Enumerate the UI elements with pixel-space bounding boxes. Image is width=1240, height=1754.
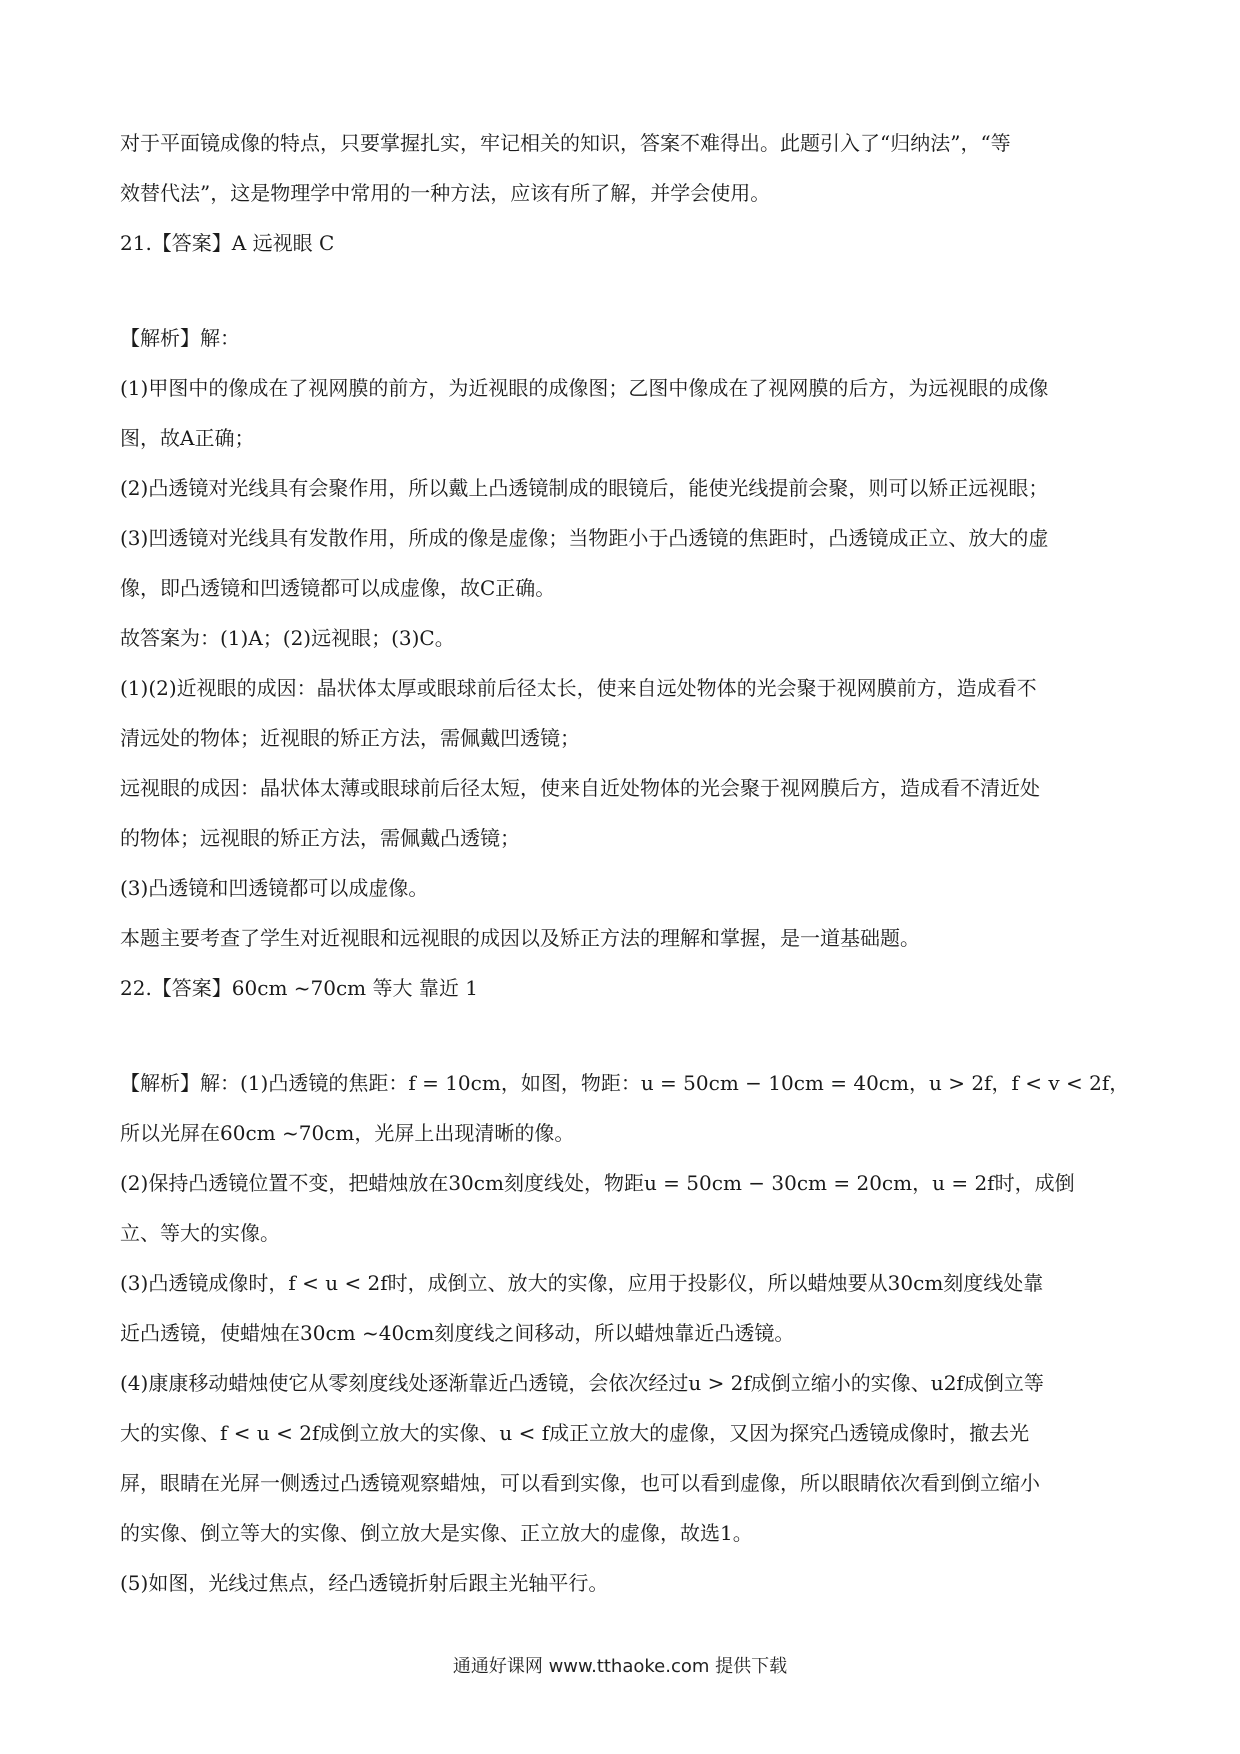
text-line: (1)甲图中的像成在了视网膜的前方，为近视眼的成像图；乙图中像成在了视网膜的后方，为远视眼的成像 <box>120 376 1049 400</box>
text-line: (2)保持凸透镜位置不变，把蜡烛放在30cm刻度线处，物距u = 50cm − 30cm = 20cm，u = 2f时，成倒 <box>120 1171 1075 1195</box>
text-line: (4)康康移动蜡烛使它从零刻度线处逐渐靠近凸透镜，会依次经过u > 2f成倒立缩小的实像、u2f成倒立等 <box>120 1371 1044 1395</box>
text-line: 对于平面镜成像的特点，只要掌握扎实，牢记相关的知识，答案不难得出。此题引入了“归纳法”，“等 <box>120 131 1011 155</box>
text-line: (5)如图，光线过焦点，经凸透镜折射后跟主光轴平行。 <box>120 1571 609 1595</box>
text-line: (3)凸透镜成像时，f < u < 2f时，成倒立、放大的实像，应用于投影仪，所以蜡烛要从30cm刻度线处靠 <box>120 1271 1044 1295</box>
text-line: 立、等大的实像。 <box>120 1221 280 1245</box>
text-line: 图，故A正确； <box>120 426 255 450</box>
answer-21: 21.【答案】A 远视眼 C <box>120 231 335 255</box>
text-line: 屏，眼睛在光屏一侧透过凸透镜观察蜡烛，可以看到实像，也可以看到虚像，所以眼睛依次看到倒立缩小 <box>120 1471 1040 1495</box>
text-line: 清远处的物体；近视眼的矫正方法，需佩戴凹透镜； <box>120 726 580 750</box>
page-footer: 通通好课网 www.tthaoke.com 提供下载 <box>452 1656 788 1677</box>
text-line: 效替代法”，这是物理学中常用的一种方法，应该有所了解，并学会使用。 <box>120 181 771 205</box>
text-line: 近凸透镜，使蜡烛在30cm ~40cm刻度线之间移动，所以蜡烛靠近凸透镜。 <box>120 1321 795 1345</box>
text-line: 本题主要考查了学生对近视眼和远视眼的成因以及矫正方法的理解和掌握，是一道基础题。 <box>120 926 920 950</box>
text-line: 大的实像、f < u < 2f成倒立放大的实像、u < f成正立放大的虚像，又因为探究凸透镜成像时，撤去光 <box>120 1421 1030 1445</box>
text-line: (2)凸透镜对光线具有会聚作用，所以戴上凸透镜制成的眼镜后，能使光线提前会聚，则可以矫正远视眼； <box>120 476 1049 500</box>
text-line: (3)凹透镜对光线具有发散作用，所成的像是虚像；当物距小于凸透镜的焦距时，凸透镜成正立、放大的虚 <box>120 526 1049 550</box>
text-line: 的物体；远视眼的矫正方法，需佩戴凸透镜； <box>120 826 520 850</box>
answer-22: 22.【答案】60cm ~70cm 等大 靠近 1 <box>120 976 478 1000</box>
text-line: 像，即凸透镜和凹透镜都可以成虚像，故C正确。 <box>120 576 556 600</box>
text-line: 所以光屏在60cm ~70cm，光屏上出现清晰的像。 <box>120 1121 575 1145</box>
text-line: 的实像、倒立等大的实像、倒立放大是实像、正立放大的虚像，故选1。 <box>120 1521 753 1545</box>
text-line: (1)(2)近视眼的成因：晶状体太厚或眼球前后径太长，使来自远处物体的光会聚于视网膜前方，造成看不 <box>120 676 1037 700</box>
analysis-heading-22: 【解析】解：(1)凸透镜的焦距：f = 10cm，如图，物距：u = 50cm − 10cm = 40cm，u > 2f，f < v < 2f， <box>120 1071 1130 1095</box>
text-line: 远视眼的成因：晶状体太薄或眼球前后径太短，使来自近处物体的光会聚于视网膜后方，造成看不清近处 <box>120 776 1040 800</box>
text-line: 故答案为：(1)A；(2)远视眼；(3)C。 <box>120 626 455 650</box>
analysis-heading-21: 【解析】解： <box>120 326 240 350</box>
text-line: (3)凸透镜和凹透镜都可以成虚像。 <box>120 876 429 900</box>
